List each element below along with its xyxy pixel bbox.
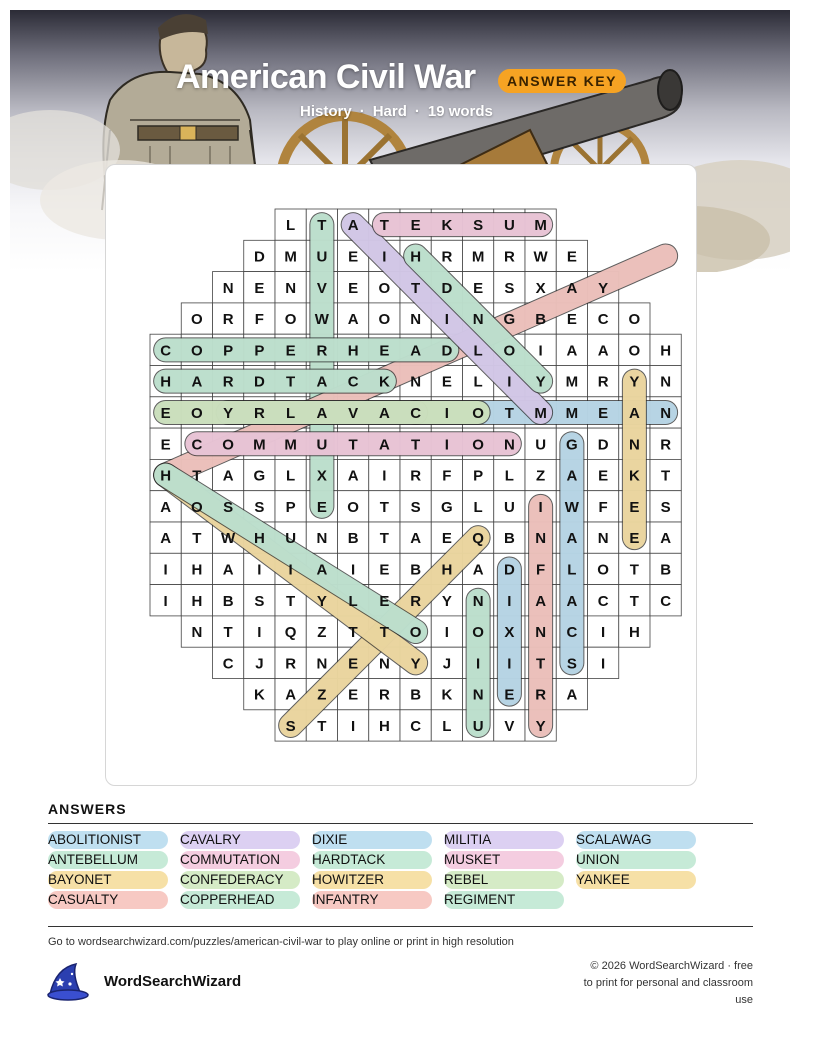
grid-letter: I [507, 373, 512, 391]
grid-letter: A [566, 467, 578, 485]
grid-letter: R [441, 248, 453, 266]
grid-letter: M [534, 217, 547, 235]
answer-word: CONFEDERACY [180, 871, 300, 889]
grid-letter: J [255, 655, 264, 673]
grid-letter: E [566, 311, 577, 329]
answer-word: HOWITZER [312, 871, 432, 889]
grid-letter: E [504, 686, 515, 704]
answer-word: YANKEE [576, 871, 696, 889]
grid-letter: K [441, 686, 453, 704]
grid-letter: E [254, 279, 265, 297]
grid-letter: D [253, 248, 265, 266]
grid-letter: Y [535, 373, 546, 391]
grid-letter: N [378, 655, 390, 673]
grid-letter: S [660, 498, 671, 516]
grid-letter: U [316, 436, 328, 454]
grid-letter: O [472, 436, 484, 454]
grid-letter: M [565, 404, 579, 422]
grid-letter: A [566, 686, 578, 704]
grid-letter: P [254, 342, 265, 360]
subject-label: History [300, 103, 352, 120]
grid-letter: A [222, 561, 234, 579]
grid-letter: N [410, 311, 422, 329]
meta-separator: · [414, 103, 420, 120]
grid-letter: A [347, 217, 359, 235]
grid-letter: C [597, 311, 609, 329]
grid-letter: L [504, 467, 514, 485]
grid-letter: N [597, 530, 609, 548]
grid-letter: T [317, 217, 327, 235]
grid-letter: B [535, 311, 547, 329]
answer-key-badge: ANSWER KEY [498, 69, 626, 93]
grid-letter: H [660, 342, 672, 360]
answer-word: ANTEBELLUM [48, 851, 168, 869]
grid-letter: N [316, 530, 328, 548]
grid-letter: A [566, 342, 578, 360]
grid-letter: E [379, 592, 390, 610]
word-count-label: 19 words [427, 103, 493, 120]
grid-letter: E [348, 279, 359, 297]
grid-letter: O [409, 624, 422, 642]
grid-letter: N [660, 373, 672, 391]
grid-letter: O [191, 311, 203, 329]
grid-letter: M [565, 373, 579, 391]
grid-letter: C [597, 592, 609, 610]
grid-letter: K [378, 373, 390, 391]
grid-letter: G [253, 467, 266, 485]
grid-letter: A [628, 404, 640, 422]
grid-letter: E [410, 217, 421, 235]
answer-word: COMMUTATION [180, 851, 300, 869]
grid-letter: T [629, 592, 639, 610]
grid-letter: E [473, 279, 484, 297]
grid-letter: Y [629, 373, 640, 391]
grid-letter: I [538, 342, 543, 360]
grid-letter: N [503, 436, 515, 454]
grid-letter: D [441, 279, 453, 297]
grid-letter: T [411, 279, 421, 297]
grid-letter: Y [223, 404, 234, 422]
grid-letter: H [191, 592, 203, 610]
grid-letter: L [348, 592, 358, 610]
grid-letter: C [347, 373, 359, 391]
grid-letter: E [285, 342, 296, 360]
grid-letter: L [286, 404, 296, 422]
grid-letter: A [347, 311, 359, 329]
grid-letter: B [222, 592, 234, 610]
grid-letter: N [660, 404, 672, 422]
grid-letter: N [410, 373, 422, 391]
grid-letter: I [476, 655, 481, 673]
answer-word: REGIMENT [444, 891, 564, 909]
grid-letter: Y [535, 717, 546, 735]
difficulty-label: Hard [372, 103, 407, 120]
grid-letter: H [191, 561, 203, 579]
grid-letter: S [566, 655, 577, 673]
page-title: American Civil War [176, 58, 476, 96]
grid-letter: T [379, 624, 389, 642]
grid-letter: I [444, 436, 449, 454]
grid-letter: I [257, 624, 262, 642]
grid-letter: R [503, 248, 515, 266]
grid-letter: U [472, 717, 484, 735]
answer-word: UNION [576, 851, 696, 869]
grid-letter: Y [598, 279, 609, 297]
grid-letter: A [378, 404, 390, 422]
grid-letter: T [286, 592, 296, 610]
grid-letter: B [660, 561, 672, 579]
grid-letter: O [222, 436, 234, 454]
grid-letter: E [348, 686, 359, 704]
answer-word: MUSKET [444, 851, 564, 869]
grid-letter: F [442, 467, 452, 485]
grid-letter: I [507, 592, 512, 610]
grid-letter: V [348, 404, 359, 422]
grid-letter: H [347, 342, 359, 360]
grid-letter: D [441, 342, 453, 360]
grid-letter: C [410, 717, 422, 735]
grid-letter: S [254, 498, 265, 516]
grid-letter: T [317, 717, 327, 735]
grid-letter: G [441, 498, 453, 516]
grid-letter: L [442, 717, 452, 735]
grid-letter: A [316, 373, 328, 391]
grid-letter: E [379, 561, 390, 579]
grid-letter: H [378, 717, 390, 735]
grid-letter: X [535, 279, 546, 297]
grid-letter: S [410, 498, 421, 516]
grid-letter: F [598, 498, 608, 516]
grid-letter: X [504, 624, 515, 642]
grid-letter: W [221, 530, 236, 548]
grid-letter: D [503, 561, 515, 579]
grid-letter: B [410, 686, 422, 704]
grid-letter: A [160, 530, 172, 548]
grid-letter: S [254, 592, 265, 610]
grid-letter: N [472, 311, 484, 329]
answer-word: INFANTRY [312, 891, 432, 909]
grid-letter: M [534, 404, 547, 422]
answer-word: ABOLITIONIST [48, 831, 168, 849]
grid-letter: A [347, 467, 359, 485]
answer-word: HARDTACK [312, 851, 432, 869]
grid-letter: I [257, 561, 262, 579]
answer-word: CAVALRY [180, 831, 300, 849]
grid-letter: T [286, 373, 296, 391]
grid-letter: I [382, 248, 387, 266]
grid-letter: R [253, 404, 265, 422]
grid-letter: E [316, 498, 327, 516]
grid-letter: M [284, 436, 297, 454]
grid-letter: K [441, 217, 453, 235]
grid-letter: Q [472, 530, 484, 548]
grid-letter: F [254, 311, 264, 329]
grid-letter: A [566, 530, 578, 548]
grid-letter: A [410, 342, 422, 360]
grid-letter: E [379, 342, 390, 360]
grid-letter: T [379, 217, 389, 235]
grid-letter: N [191, 624, 203, 642]
grid-letter: T [504, 404, 514, 422]
grid-letter: E [598, 467, 609, 485]
grid-letter: A [566, 279, 578, 297]
grid-letter: T [411, 436, 421, 454]
grid-letter: E [348, 655, 359, 673]
grid-letter: I [601, 655, 606, 673]
grid-letter: N [535, 624, 547, 642]
grid-letter: U [503, 498, 515, 516]
grid-letter: V [504, 717, 515, 735]
grid-letter: E [160, 404, 171, 422]
grid-letter: N [628, 436, 640, 454]
grid-letter: O [472, 624, 484, 642]
grid-letter: U [316, 248, 328, 266]
grid-letter: B [503, 530, 515, 548]
grid-letter: S [285, 717, 296, 735]
grid-letter: L [286, 467, 296, 485]
grid-letter: J [442, 655, 452, 673]
answer-word: COPPERHEAD [180, 891, 300, 909]
grid-letter: C [566, 624, 578, 642]
grid-letter: Y [410, 655, 421, 673]
grid-letter: L [473, 498, 483, 516]
grid-letter: A [472, 561, 484, 579]
grid-letter: B [347, 530, 359, 548]
grid-letter: T [379, 498, 389, 516]
grid-letter: A [191, 373, 203, 391]
grid-letter: H [160, 467, 172, 485]
grid-letter: W [314, 311, 329, 329]
grid-letter: R [535, 686, 547, 704]
grid-letter: I [601, 624, 606, 642]
grid-letter: W [564, 498, 579, 516]
grid-letter: P [473, 467, 484, 485]
grid-letter: C [191, 436, 203, 454]
answers-heading: ANSWERS [48, 801, 127, 817]
grid-letter: I [351, 717, 356, 735]
grid-letter: X [316, 467, 327, 485]
grid-letter: I [163, 592, 168, 610]
grid-letter: K [628, 467, 640, 485]
grid-letter: I [444, 311, 449, 329]
grid-letter: A [410, 530, 422, 548]
grid-letter: T [629, 561, 639, 579]
grid-letter: P [285, 498, 296, 516]
brand-name: WordSearchWizard [104, 973, 242, 990]
grid-letter: R [410, 592, 422, 610]
grid-letter: A [160, 498, 172, 516]
grid-letter: E [441, 373, 452, 391]
grid-letter: P [223, 342, 234, 360]
grid-letter: Z [317, 624, 327, 642]
grid-letter: T [348, 436, 358, 454]
grid-letter: H [441, 561, 453, 579]
grid-letter: M [471, 248, 485, 266]
grid-letter: A [660, 530, 672, 548]
grid-letter: H [253, 530, 265, 548]
grid-letter: F [536, 561, 546, 579]
grid-letter: I [507, 655, 512, 673]
grid-letter: B [410, 561, 422, 579]
grid-letter: N [535, 530, 547, 548]
grid-letter: G [503, 311, 516, 329]
grid-letter: A [222, 467, 234, 485]
copyright-text: © 2026 WordSearchWizard · free to print for personal and classroom use [583, 960, 753, 1006]
grid-letter: E [629, 530, 640, 548]
grid-letter: I [444, 404, 449, 422]
grid-letter: O [628, 342, 641, 360]
grid-letter: Y [316, 592, 327, 610]
grid-letter: O [347, 498, 359, 516]
grid-letter: O [597, 561, 609, 579]
grid-letter: E [348, 248, 359, 266]
grid-letter: R [597, 373, 609, 391]
grid-letter: T [223, 624, 233, 642]
grid-letter: T [379, 530, 389, 548]
grid-letter: E [629, 498, 640, 516]
grid-letter: D [597, 436, 609, 454]
grid-letter: O [628, 311, 641, 329]
grid-letter: O [378, 311, 391, 329]
grid-letter: T [661, 467, 671, 485]
grid-letter: M [284, 248, 297, 266]
grid-letter: O [284, 311, 297, 329]
grid-letter: T [536, 655, 546, 673]
grid-letter: E [598, 404, 609, 422]
grid-letter: N [472, 592, 484, 610]
answer-word: CASUALTY [48, 891, 168, 909]
grid-letter: A [535, 592, 547, 610]
grid-letter: H [410, 248, 422, 266]
grid-letter: U [503, 217, 515, 235]
grid-letter: A [285, 686, 297, 704]
grid-letter: C [660, 592, 672, 610]
grid-letter: I [288, 561, 293, 579]
grid-letter: I [351, 561, 356, 579]
grid-letter: A [566, 592, 578, 610]
grid-letter: N [222, 279, 234, 297]
grid-letter: D [253, 373, 265, 391]
grid-letter: C [410, 404, 422, 422]
grid-letter: S [473, 217, 484, 235]
grid-letter: O [191, 404, 203, 422]
grid-letter: R [378, 686, 390, 704]
grid-letter: K [253, 686, 265, 704]
grid-letter: I [444, 624, 449, 642]
grid-letter: A [597, 342, 609, 360]
answer-word: BAYONET [48, 871, 168, 889]
answer-word: DIXIE [312, 831, 432, 849]
grid-letter: O [472, 404, 484, 422]
grid-letter: M [253, 436, 266, 454]
grid-letter: T [192, 467, 202, 485]
grid-letter: N [472, 686, 484, 704]
grid-letter: T [348, 624, 358, 642]
answer-word: REBEL [444, 871, 564, 889]
grid-letter: G [566, 436, 578, 454]
grid-letter: L [567, 561, 577, 579]
grid-letter: Z [536, 467, 546, 485]
grid-letter: R [285, 655, 297, 673]
grid-letter: E [160, 436, 171, 454]
grid-letter: O [503, 342, 516, 360]
grid-letter: Y [441, 592, 452, 610]
footer-link-text[interactable]: Go to wordsearchwizard.com/puzzles/american-civil-war to play online or print in high resolution [48, 936, 514, 948]
meta-separator: · [359, 103, 365, 120]
grid-letter: N [285, 279, 297, 297]
grid-letter: I [382, 467, 387, 485]
grid-letter: S [223, 498, 234, 516]
grid-letter: L [286, 217, 296, 235]
grid-letter: I [163, 561, 168, 579]
grid-letter: C [160, 342, 172, 360]
grid-letter: W [533, 248, 548, 266]
grid-letter: R [410, 467, 422, 485]
grid-letter: Q [284, 624, 297, 642]
grid-letter: R [660, 436, 672, 454]
grid-letter: A [378, 436, 390, 454]
grid-letter: R [222, 373, 234, 391]
answer-word: SCALAWAG [576, 831, 696, 849]
grid-letter: R [316, 342, 328, 360]
grid-letter: R [222, 311, 234, 329]
grid-letter: O [378, 279, 391, 297]
grid-letter: O [191, 498, 203, 516]
grid-letter: C [222, 655, 234, 673]
grid-letter: O [191, 342, 203, 360]
grid-letter: S [504, 279, 515, 297]
grid-letter: Z [317, 686, 327, 704]
grid-letter: H [160, 373, 172, 391]
grid-letter: E [441, 530, 452, 548]
grid-letter: U [285, 530, 297, 548]
grid-letter: A [316, 404, 328, 422]
grid-letter: L [473, 342, 483, 360]
grid-letter: T [192, 530, 202, 548]
grid-letter: H [628, 624, 640, 642]
answer-word: MILITIA [444, 831, 564, 849]
grid-letter: U [535, 436, 547, 454]
grid-letter: N [316, 655, 328, 673]
grid-letter: A [316, 561, 328, 579]
grid-letter: V [316, 279, 327, 297]
grid-letter: E [566, 248, 577, 266]
grid-letter: L [473, 373, 483, 391]
grid-letter: I [538, 498, 543, 516]
